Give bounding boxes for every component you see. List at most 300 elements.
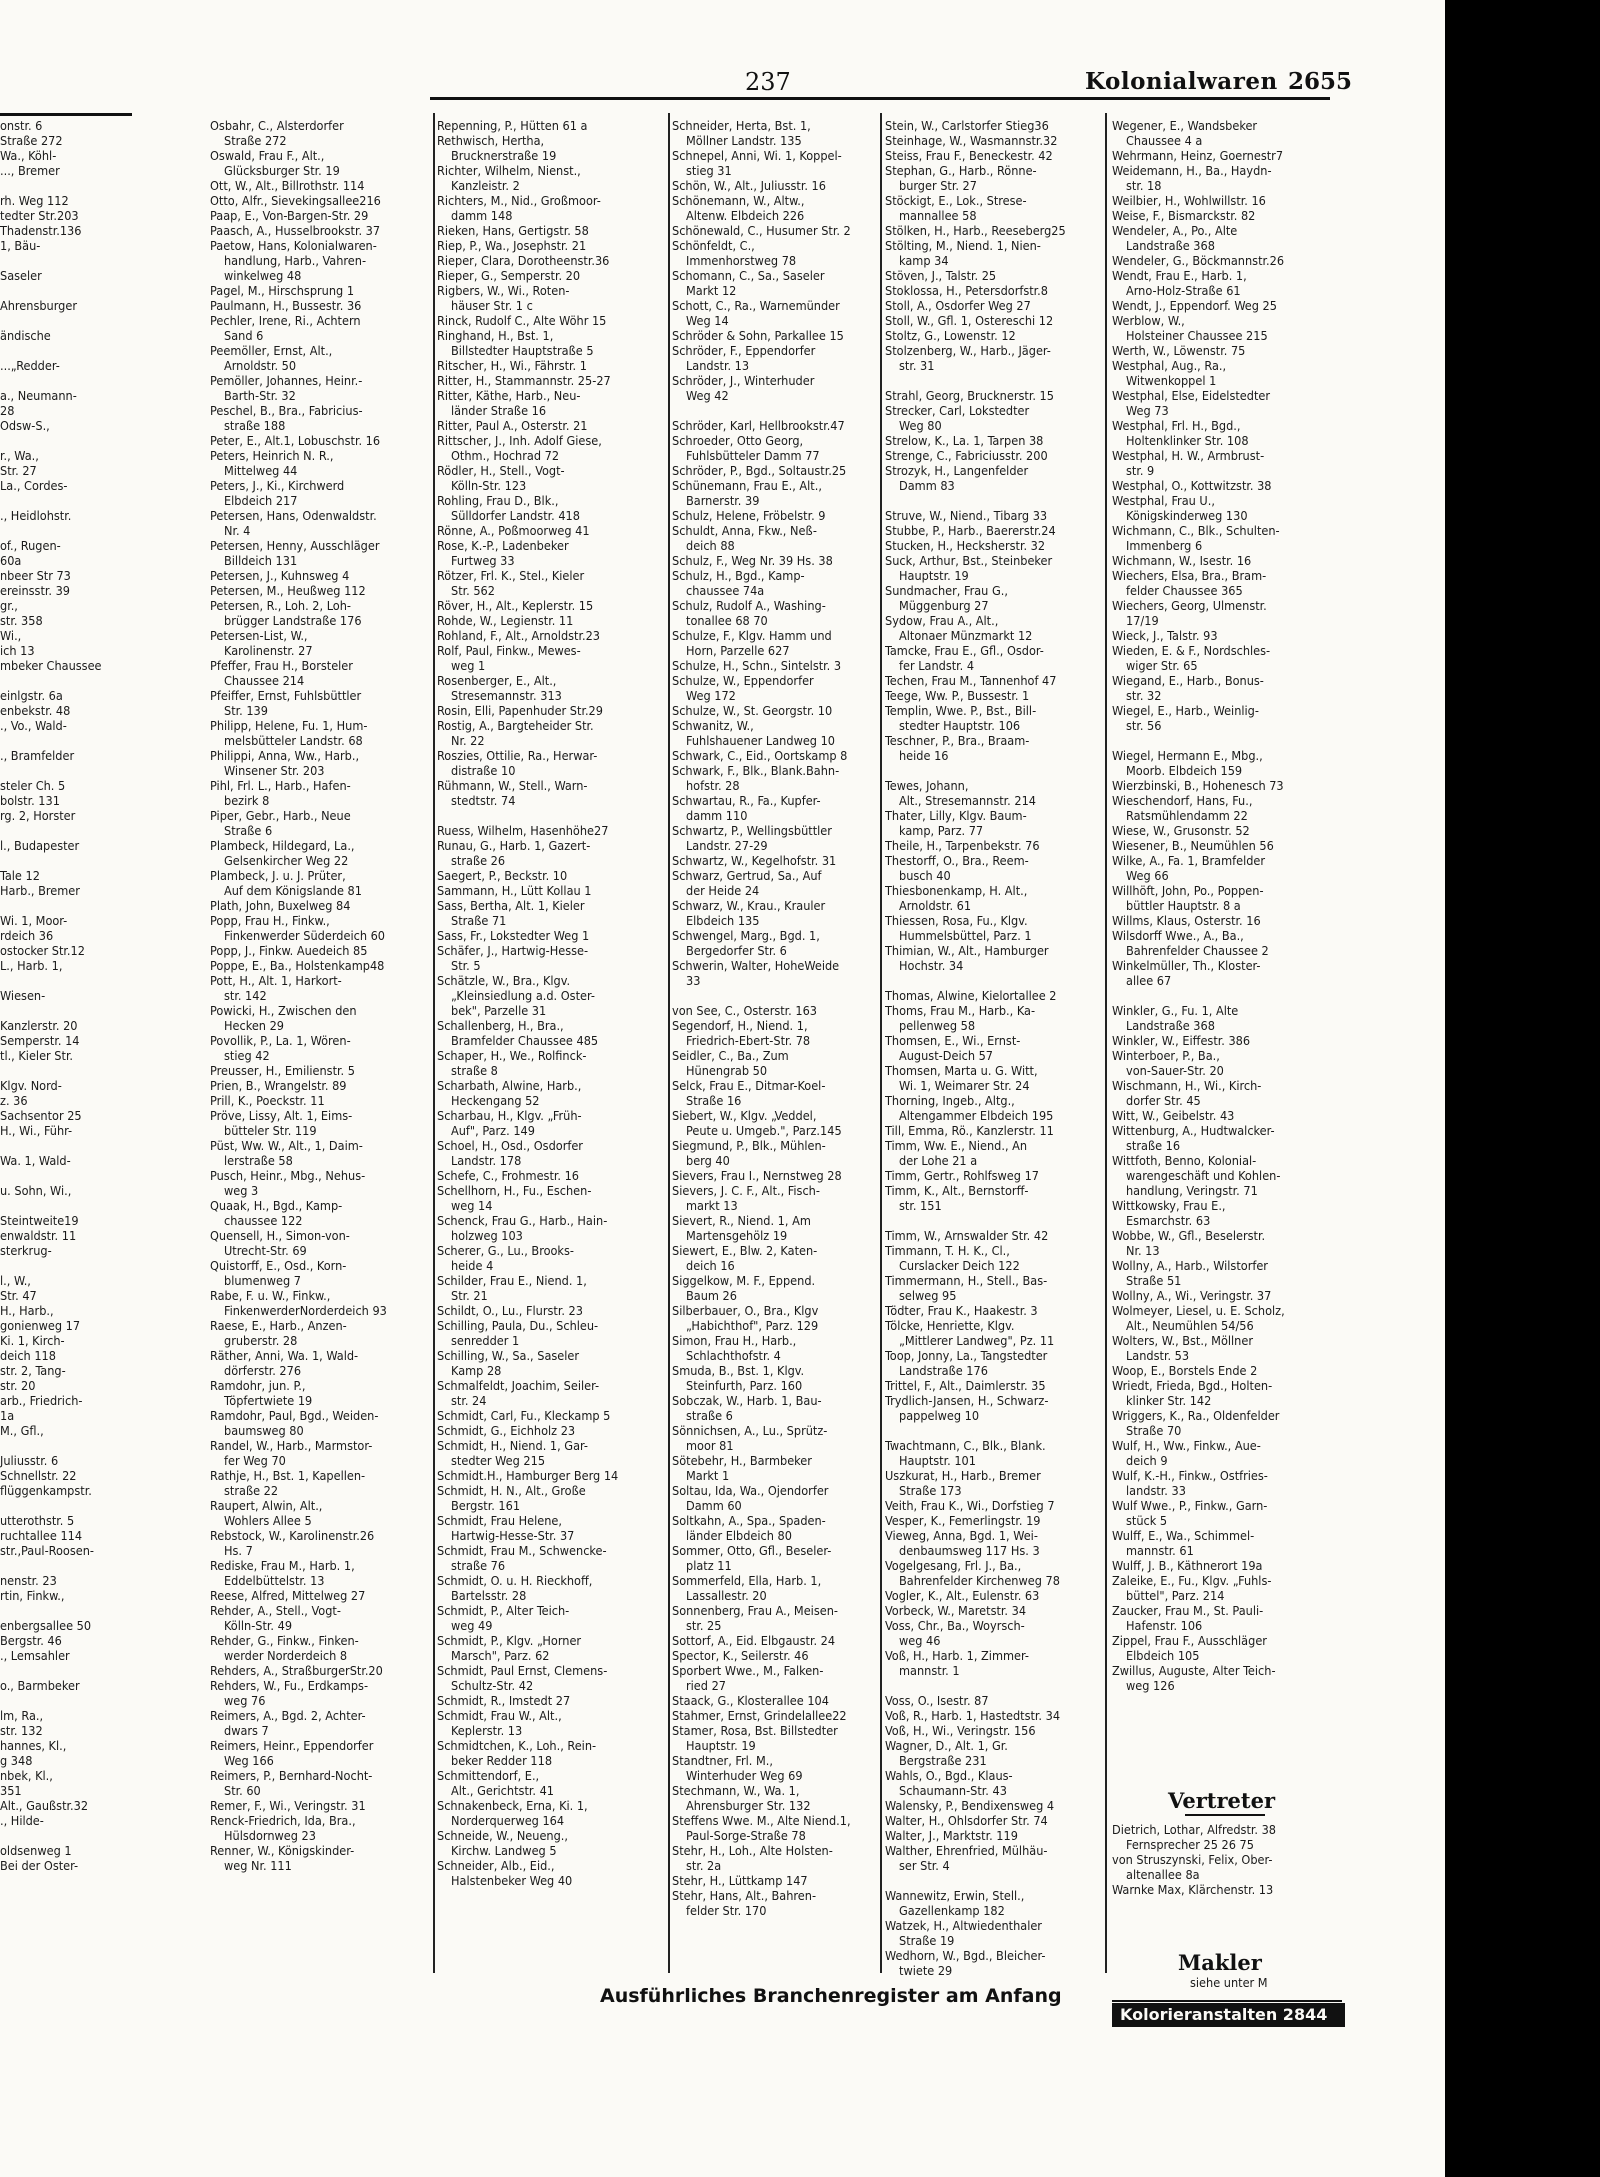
- directory-line: 1a: [0, 1408, 15, 1423]
- directory-line: Wi. 1, Moor-: [0, 913, 68, 928]
- directory-line: Peters, J., Ki., Kirchwerd: [210, 478, 345, 493]
- directory-line: Bei der Oster-: [0, 1858, 79, 1873]
- directory-line: Sievert, R., Niend. 1, Am: [672, 1213, 811, 1228]
- column-divider: [880, 113, 882, 1973]
- directory-line: Thomsen, Marta u. G. Witt,: [885, 1063, 1038, 1078]
- directory-line: Str. 60: [224, 1783, 261, 1798]
- directory-line: Timm, Gertr., Rohlfsweg 17: [885, 1168, 1039, 1183]
- directory-line: 17/19: [1126, 613, 1159, 628]
- directory-line: Popp, J., Finkw. Auedeich 85: [210, 943, 368, 958]
- directory-line: straße 76: [451, 1558, 506, 1573]
- directory-line: [885, 493, 1090, 508]
- directory-line: Rabe, F. u. W., Finkw.,: [210, 1288, 331, 1303]
- directory-line: von-Sauer-Str. 20: [1126, 1063, 1224, 1078]
- directory-line: länder Elbdeich 80: [686, 1528, 792, 1543]
- column-3: [672, 118, 877, 1918]
- directory-line: Selck, Frau E., Ditmar-Koel-: [672, 1078, 826, 1093]
- directory-line: Walther, Ehrenfried, Mülhäu-: [885, 1843, 1048, 1858]
- directory-line: [0, 1168, 126, 1183]
- directory-line: Silberbauer, O., Bra., Klgv: [672, 1303, 819, 1318]
- directory-line: Gazellenkamp 182: [899, 1903, 1005, 1918]
- directory-line: allee 67: [1126, 973, 1172, 988]
- directory-line: [0, 1063, 126, 1078]
- directory-line: Schulze, H., Schn., Sintelstr. 3: [672, 658, 842, 673]
- directory-line: Str. 5: [451, 958, 481, 973]
- directory-line: Warnke Max, Klärchenstr. 13: [1112, 1882, 1274, 1897]
- directory-line: Winkelmüller, Th., Kloster-: [1112, 958, 1261, 973]
- directory-line: Thiessen, Rosa, Fu., Klgv.: [885, 913, 1028, 928]
- directory-line: Barnerstr. 39: [686, 493, 760, 508]
- directory-line: Witwenkoppel 1: [1126, 373, 1217, 388]
- directory-line: Baum 26: [686, 1288, 737, 1303]
- directory-line: Richters, M., Nid., Großmoor-: [437, 193, 601, 208]
- directory-line: [0, 343, 126, 358]
- directory-line: Lassallestr. 20: [686, 1588, 767, 1603]
- directory-line: [0, 493, 126, 508]
- directory-line: Schmidt, R., Imstedt 27: [437, 1693, 571, 1708]
- directory-line: Westphal, Frau U.,: [1112, 493, 1215, 508]
- directory-line: Schwartz, P., Wellingsbüttler: [672, 823, 832, 838]
- directory-line: ich 13: [0, 643, 35, 658]
- directory-line: Bergstraße 231: [899, 1753, 987, 1768]
- directory-line: Martensgehölz 19: [686, 1228, 788, 1243]
- directory-line: Schätzle, W., Bra., Klgv.: [437, 973, 571, 988]
- directory-line: beker Redder 118: [451, 1753, 553, 1768]
- directory-line: Furtweg 33: [451, 553, 515, 568]
- directory-line: Winkler, G., Fu. 1, Alte: [1112, 1003, 1239, 1018]
- directory-line: 60a: [0, 553, 22, 568]
- directory-line: klinker Str. 142: [1126, 1393, 1212, 1408]
- directory-line: Harb., Bremer: [0, 883, 80, 898]
- directory-line: August-Deich 57: [899, 1048, 994, 1063]
- directory-line: Winterboer, P., Ba.,: [1112, 1048, 1220, 1063]
- directory-line: Weg 14: [686, 313, 729, 328]
- directory-line: Steinhage, W., Wasmannstr.32: [885, 133, 1058, 148]
- directory-line: Wiegel, E., Harb., Weinlig-: [1112, 703, 1259, 718]
- directory-line: Pröve, Lissy, Alt. 1, Eims-: [210, 1108, 353, 1123]
- directory-line: ostocker Str.12: [0, 943, 85, 958]
- directory-line: Weise, F., Bismarckstr. 82: [1112, 208, 1256, 223]
- directory-line: Alt., Gerichtstr. 41: [451, 1783, 554, 1798]
- directory-line: bezirk 8: [224, 793, 270, 808]
- directory-line: Reimers, A., Bgd. 2, Achter-: [210, 1708, 366, 1723]
- directory-line: Wendt, Frau E., Harb. 1,: [1112, 268, 1247, 283]
- directory-line: Rohling, Frau D., Blk.,: [437, 493, 559, 508]
- directory-line: Wiegand, E., Harb., Bonus-: [1112, 673, 1264, 688]
- directory-line: Alt., Neumühlen 54/56: [1126, 1318, 1254, 1333]
- column-4: [885, 118, 1090, 1978]
- directory-line: Rehders, A., StraßburgerStr.20: [210, 1663, 383, 1678]
- directory-line: [0, 973, 126, 988]
- directory-line: „Kleinsiedlung a.d. Oster-: [451, 988, 595, 1003]
- directory-line: Glücksburger Str. 19: [224, 163, 340, 178]
- directory-line: [0, 1603, 126, 1618]
- directory-line: utterothstr. 5: [0, 1513, 75, 1528]
- directory-line: heide 16: [899, 748, 949, 763]
- directory-line: Prill, K., Poeckstr. 11: [210, 1093, 325, 1108]
- directory-line: Chaussee 214: [224, 673, 305, 688]
- directory-line: Wollny, A., Wi., Veringstr. 37: [1112, 1288, 1272, 1303]
- directory-line: Schellhorn, H., Fu., Eschen-: [437, 1183, 592, 1198]
- directory-line: Sand 6: [224, 328, 264, 343]
- directory-line: Schnakenbeck, Erna, Ki. 1,: [437, 1798, 588, 1813]
- directory-line: Paasch, A., Husselbrookstr. 37: [210, 223, 381, 238]
- scan-edge: [1445, 0, 1600, 2177]
- directory-line: markt 13: [686, 1198, 738, 1213]
- directory-line: Schröder, Karl, Hellbrookstr.47: [672, 418, 845, 433]
- directory-line: Landstraße 368: [1126, 238, 1215, 253]
- directory-line: [885, 1213, 1090, 1228]
- directory-line: Rötzer, Frl. K., Stel., Kieler: [437, 568, 585, 583]
- directory-line: [437, 808, 662, 823]
- directory-line: selweg 95: [899, 1288, 957, 1303]
- directory-line: [0, 1663, 126, 1678]
- directory-line: Paul-Sorge-Straße 78: [686, 1828, 806, 1843]
- directory-line: weg 76: [224, 1693, 266, 1708]
- directory-line: hofstr. 28: [686, 778, 740, 793]
- directory-line: Schoel, H., Osd., Osdorfer: [437, 1138, 583, 1153]
- directory-line: Schmidt, H. N., Alt., Große: [437, 1483, 586, 1498]
- directory-line: u. Sohn, Wi.,: [0, 1183, 72, 1198]
- directory-line: Plambeck, Hildegard, La.,: [210, 838, 355, 853]
- directory-line: dorfer Str. 45: [1126, 1093, 1201, 1108]
- directory-line: Osbahr, C., Alsterdorfer: [210, 118, 344, 133]
- directory-line: enwaldstr. 11: [0, 1228, 77, 1243]
- directory-line: Ritter, Käthe, Harb., Neu-: [437, 388, 581, 403]
- directory-line: Steinfurth, Parz. 160: [686, 1378, 803, 1393]
- directory-line: Straße 19: [899, 1933, 955, 1948]
- directory-line: Nr. 13: [1126, 1243, 1160, 1258]
- directory-line: Landstr. 53: [1126, 1348, 1190, 1363]
- directory-line: Landstr. 27-29: [686, 838, 768, 853]
- directory-line: Norderquerweg 164: [451, 1813, 565, 1828]
- directory-line: fer Weg 70: [224, 1453, 286, 1468]
- directory-line: winkelweg 48: [224, 268, 302, 283]
- directory-line: Schott, C., Ra., Warnemünder: [672, 298, 840, 313]
- directory-line: 1, Bäu-: [0, 238, 41, 253]
- directory-line: Petersen, Henny, Ausschläger: [210, 538, 380, 553]
- directory-line: nbeer Str 73: [0, 568, 71, 583]
- directory-line: Peute u. Umgeb.", Parz.145: [686, 1123, 842, 1138]
- directory-line: Tewes, Johann,: [885, 778, 969, 793]
- directory-line: Landstraße 176: [899, 1363, 988, 1378]
- directory-line: Ratsmühlendamm 22: [1126, 808, 1248, 823]
- directory-line: Raupert, Alwin, Alt.,: [210, 1498, 323, 1513]
- directory-line: Bergedorfer Str. 6: [686, 943, 787, 958]
- directory-line: Schmidt, H., Niend. 1, Gar-: [437, 1438, 588, 1453]
- directory-line: Prien, B., Wrangelstr. 89: [210, 1078, 347, 1093]
- directory-line: wiger Str. 65: [1126, 658, 1198, 673]
- directory-line: [885, 1423, 1090, 1438]
- directory-line: Brucknerstraße 19: [451, 148, 557, 163]
- directory-line: kamp, Parz. 77: [899, 823, 984, 838]
- column-2: [437, 118, 662, 1888]
- directory-line: Kanzlerstr. 20: [0, 1018, 78, 1033]
- directory-line: ried 27: [686, 1678, 726, 1693]
- directory-line: Wedhorn, W., Bgd., Bleicher-: [885, 1948, 1046, 1963]
- directory-line: Simon, Frau H., Harb.,: [672, 1333, 797, 1348]
- directory-line: „Habichthof", Parz. 129: [686, 1318, 819, 1333]
- directory-line: burger Str. 27: [899, 178, 977, 193]
- directory-line: Wittfoth, Benno, Kolonial-: [1112, 1153, 1257, 1168]
- directory-line: Voß, H., Wi., Veringstr. 156: [885, 1723, 1036, 1738]
- directory-line: dörferstr. 276: [224, 1363, 302, 1378]
- directory-line: 28: [0, 403, 15, 418]
- directory-line: straße 6: [686, 1408, 733, 1423]
- directory-line: Landstr. 178: [451, 1153, 522, 1168]
- directory-line: Wichmann, W., Isestr. 16: [1112, 553, 1252, 568]
- directory-line: Hauptstr. 19: [686, 1738, 756, 1753]
- directory-line: Fuhlshauener Landweg 10: [686, 733, 836, 748]
- directory-line: Weidemann, H., Ba., Haydn-: [1112, 163, 1272, 178]
- directory-line: Str. 21: [451, 1288, 488, 1303]
- directory-line: Stechmann, W., Wa. 1,: [672, 1783, 800, 1798]
- directory-line: Struve, W., Niend., Tibarg 33: [885, 508, 1048, 523]
- directory-line: oldsenweg 1: [0, 1843, 72, 1858]
- directory-line: Rödler, H., Stell., Vogt-: [437, 463, 565, 478]
- directory-line: Horn, Parzelle 627: [686, 643, 790, 658]
- directory-line: Str. 47: [0, 1288, 37, 1303]
- directory-line: Alt., Gaußstr.32: [0, 1798, 89, 1813]
- directory-line: Pott, H., Alt. 1, Harkort-: [210, 973, 342, 988]
- directory-line: Sönnichsen, A., Lu., Sprütz-: [672, 1423, 828, 1438]
- directory-line: weg 1: [451, 658, 486, 673]
- directory-line: Weg 172: [686, 688, 736, 703]
- directory-line: Winterhuder Weg 69: [686, 1768, 803, 1783]
- directory-line: o., Barmbeker: [0, 1678, 80, 1693]
- directory-line: Weg 66: [1126, 868, 1169, 883]
- directory-line: mannallee 58: [899, 208, 977, 223]
- directory-line: ändische: [0, 328, 51, 343]
- directory-line: Tödter, Frau K., Haakestr. 3: [885, 1303, 1038, 1318]
- directory-line: Ramdohr, Paul, Bgd., Weiden-: [210, 1408, 379, 1423]
- directory-line: Strecker, Carl, Lokstedter: [885, 403, 1030, 418]
- directory-line: Sundmacher, Frau G.,: [885, 583, 1008, 598]
- directory-line: Popp, Frau H., Finkw.,: [210, 913, 330, 928]
- directory-line: Schneider, Herta, Bst. 1,: [672, 118, 811, 133]
- directory-line: moor 81: [686, 1438, 734, 1453]
- directory-line: Wagner, D., Alt. 1, Gr.: [885, 1738, 1008, 1753]
- directory-line: Altenw. Elbdeich 226: [686, 208, 805, 223]
- directory-line: Povollik, P., La. 1, Wören-: [210, 1033, 351, 1048]
- directory-line: Weg 73: [1126, 403, 1169, 418]
- directory-line: Otto, Alfr., Sievekingsallee216: [210, 193, 381, 208]
- column-partial-left: [0, 118, 126, 1998]
- directory-line: Stölken, H., Harb., Reeseberg25: [885, 223, 1066, 238]
- directory-line: Billstedter Hauptstraße 5: [451, 343, 594, 358]
- directory-line: mannstr. 61: [1126, 1543, 1194, 1558]
- directory-line: Stehr, Hans, Alt., Bahren-: [672, 1888, 817, 1903]
- directory-line: Sass, Fr., Lokstedter Weg 1: [437, 928, 590, 943]
- directory-line: Stolzenberg, W., Harb., Jäger-: [885, 343, 1051, 358]
- directory-line: Damm 83: [899, 478, 955, 493]
- directory-line: Westphal, H. W., Armbrust-: [1112, 448, 1265, 463]
- directory-line: Schmidt, P., Klgv. „Horner: [437, 1633, 582, 1648]
- directory-line: Utrecht-Str. 69: [224, 1243, 307, 1258]
- directory-line: Barth-Str. 32: [224, 388, 296, 403]
- directory-line: [0, 283, 126, 298]
- directory-line: Wahls, O., Bgd., Klaus-: [885, 1768, 1013, 1783]
- directory-line: [885, 1873, 1090, 1888]
- directory-line: Elbdeich 105: [1126, 1648, 1200, 1663]
- directory-line: str. 31: [899, 358, 935, 373]
- directory-line: Schwark, F., Blk., Blank.Bahn-: [672, 763, 840, 778]
- directory-line: Gelsenkircher Weg 22: [224, 853, 349, 868]
- directory-line: Sachsentor 25: [0, 1108, 82, 1123]
- directory-line: Möllner Landstr. 135: [686, 133, 802, 148]
- directory-line: Schmidt, Carl, Fu., Kleckamp 5: [437, 1408, 611, 1423]
- directory-line: Paetow, Hans, Kolonialwaren-: [210, 238, 377, 253]
- category-title: Kolonialwaren: [1085, 68, 1278, 95]
- directory-line: platz 11: [686, 1558, 732, 1573]
- directory-line: Dietrich, Lothar, Alfredstr. 38: [1112, 1822, 1277, 1837]
- directory-line: l., W.,: [0, 1273, 31, 1288]
- directory-line: [885, 373, 1090, 388]
- directory-line: Str. 562: [451, 583, 495, 598]
- directory-line: str. 2, Tang-: [0, 1363, 66, 1378]
- directory-line: stieg 31: [686, 163, 732, 178]
- directory-line: Rolf, Paul, Finkw., Mewes-: [437, 643, 581, 658]
- directory-line: Schilling, Paula, Du., Schleu-: [437, 1318, 599, 1333]
- directory-line: rdeich 36: [0, 928, 54, 943]
- directory-line: handlung, Veringstr. 71: [1126, 1183, 1258, 1198]
- directory-line: Arnoldstr. 50: [224, 358, 297, 373]
- directory-line: 351: [0, 1783, 22, 1798]
- directory-line: Peter, E., Alt.1, Lobuschstr. 16: [210, 433, 381, 448]
- directory-line: Sötebehr, H., Barmbeker: [672, 1453, 812, 1468]
- directory-line: [885, 973, 1090, 988]
- directory-line: Rathje, H., Bst. 1, Kapellen-: [210, 1468, 366, 1483]
- directory-line: Raese, E., Harb., Anzen-: [210, 1318, 347, 1333]
- directory-line: Peemöller, Ernst, Alt.,: [210, 343, 333, 358]
- directory-line: dwars 7: [224, 1723, 269, 1738]
- directory-line: chaussee 74a: [686, 583, 765, 598]
- directory-line: Templin, Wwe. P., Bst., Bill-: [885, 703, 1037, 718]
- directory-line: Schulze, F., Klgv. Hamm und: [672, 628, 832, 643]
- category-number: 2655: [1288, 68, 1353, 95]
- directory-line: Winsener Str. 203: [224, 763, 325, 778]
- directory-line: Sydow, Frau A., Alt.,: [885, 613, 999, 628]
- directory-line: [0, 763, 126, 778]
- directory-line: Wiechers, Georg, Ulmenstr.: [1112, 598, 1267, 613]
- directory-line: [0, 523, 126, 538]
- directory-line: Schmidt, Paul Ernst, Clemens-: [437, 1663, 608, 1678]
- directory-line: Marsch", Parz. 62: [451, 1648, 550, 1663]
- directory-line: Wulf Wwe., P., Finkw., Garn-: [1112, 1498, 1268, 1513]
- directory-line: l., Budapester: [0, 838, 80, 853]
- directory-line: Philipp, Helene, Fu. 1, Hum-: [210, 718, 368, 733]
- directory-line: melsbütteler Landstr. 68: [224, 733, 363, 748]
- directory-line: Toop, Jonny, La., Tangstedter: [885, 1348, 1048, 1363]
- directory-line: Wannewitz, Erwin, Stell.,: [885, 1888, 1025, 1903]
- directory-line: Hafenstr. 106: [1126, 1618, 1203, 1633]
- directory-line: büttel", Parz. 214: [1126, 1588, 1225, 1603]
- directory-line: Hummelsbüttel, Parz. 1: [899, 928, 1032, 943]
- directory-line: Damm 60: [686, 1498, 742, 1513]
- directory-line: [0, 1828, 126, 1843]
- directory-line: Schefe, C., Frohmestr. 16: [437, 1168, 579, 1183]
- directory-line: Schlachthofstr. 4: [686, 1348, 781, 1363]
- directory-line: chaussee 122: [224, 1213, 303, 1228]
- directory-line: Petersen-List, W.,: [210, 628, 308, 643]
- directory-line: nenstr. 23: [0, 1573, 57, 1588]
- directory-line: Juliusstr. 6: [0, 1453, 59, 1468]
- directory-line: Thomsen, E., Wi., Ernst-: [885, 1033, 1021, 1048]
- directory-line: [0, 313, 126, 328]
- directory-line: weg Nr. 111: [224, 1858, 292, 1873]
- directory-line: Halstenbeker Weg 40: [451, 1873, 573, 1888]
- directory-line: Timmermann, H., Stell., Bas-: [885, 1273, 1048, 1288]
- directory-line: Wiesener, B., Neumühlen 56: [1112, 838, 1274, 853]
- directory-line: Schmidt, O. u. H. Rieckhoff,: [437, 1573, 593, 1588]
- directory-line: weg 49: [451, 1618, 493, 1633]
- directory-line: Vesper, K., Femerlingstr. 19: [885, 1513, 1041, 1528]
- directory-line: Rethwisch, Hertha,: [437, 133, 545, 148]
- directory-line: Sievers, Frau I., Nernstweg 28: [672, 1168, 842, 1183]
- directory-line: Wittkowsky, Frau E.,: [1112, 1198, 1226, 1213]
- directory-line: Plambeck, J. u. J. Prüter,: [210, 868, 346, 883]
- directory-line: Schröder & Sohn, Parkallee 15: [672, 328, 844, 343]
- directory-line: denbaumsweg 117 Hs. 3: [899, 1543, 1040, 1558]
- directory-line: La., Cordes-: [0, 478, 68, 493]
- directory-line: Friedrich-Ebert-Str. 78: [686, 1033, 811, 1048]
- directory-line: Rinck, Rudolf C., Alte Wöhr 15: [437, 313, 607, 328]
- directory-line: Thimian, W., Alt., Hamburger: [885, 943, 1049, 958]
- directory-line: [0, 1258, 126, 1273]
- directory-line: str. 2a: [686, 1858, 722, 1873]
- directory-line: Püst, Ww. W., Alt., 1, Daim-: [210, 1138, 363, 1153]
- directory-line: busch 40: [899, 868, 951, 883]
- directory-line: Schulz, H., Bgd., Kamp-: [672, 568, 805, 583]
- directory-line: Wiechers, Elsa, Bra., Bram-: [1112, 568, 1267, 583]
- directory-line: Philippi, Anna, Ww., Harb.,: [210, 748, 360, 763]
- directory-line: Töpfertwiete 19: [224, 1393, 313, 1408]
- directory-line: Schäfer, J., Hartwig-Hesse-: [437, 943, 589, 958]
- directory-line: Keplerstr. 13: [451, 1723, 523, 1738]
- directory-line: Paulmann, H., Bussestr. 36: [210, 298, 362, 313]
- directory-line: Straße 272: [0, 133, 63, 148]
- directory-line: str. 18: [1126, 178, 1162, 193]
- directory-line: Thater, Lilly, Klgv. Baum-: [885, 808, 1027, 823]
- directory-line: Mittelweg 44: [224, 463, 298, 478]
- directory-line: [0, 673, 126, 688]
- directory-line: [1112, 733, 1342, 748]
- directory-line: nbek, Kl.,: [0, 1768, 53, 1783]
- directory-line: L., Harb. 1,: [0, 958, 63, 973]
- directory-line: Auf", Parz. 149: [451, 1123, 535, 1138]
- directory-line: Wegener, E., Wandsbeker: [1112, 118, 1258, 133]
- directory-line: Wi.,: [0, 628, 22, 643]
- directory-line: Thadenstr.136: [0, 223, 82, 238]
- directory-line: Schneider, Alb., Eid.,: [437, 1858, 555, 1873]
- directory-line: ., Hilde-: [0, 1813, 44, 1828]
- directory-line: pappelweg 10: [899, 1408, 980, 1423]
- directory-line: rh. Weg 112: [0, 193, 69, 208]
- directory-line: Hs. 7: [224, 1543, 253, 1558]
- directory-line: Billdeich 131: [224, 553, 298, 568]
- directory-line: Pechler, Irene, Ri., Achtern: [210, 313, 361, 328]
- directory-line: H., Wi., Führ-: [0, 1123, 73, 1138]
- directory-line: Oswald, Frau F., Alt.,: [210, 148, 325, 163]
- directory-line: Timmann, T. H. K., Cl.,: [885, 1243, 1010, 1258]
- directory-line: Bartelsstr. 28: [451, 1588, 527, 1603]
- directory-line: Hülsdornweg 23: [224, 1828, 316, 1843]
- directory-line: ..., Bremer: [0, 163, 60, 178]
- directory-line: Ki. 1, Kirch-: [0, 1333, 65, 1348]
- directory-line: [0, 373, 126, 388]
- directory-line: gonienweg 17: [0, 1318, 81, 1333]
- directory-line: Pusch, Heinr., Mbg., Nehus-: [210, 1168, 366, 1183]
